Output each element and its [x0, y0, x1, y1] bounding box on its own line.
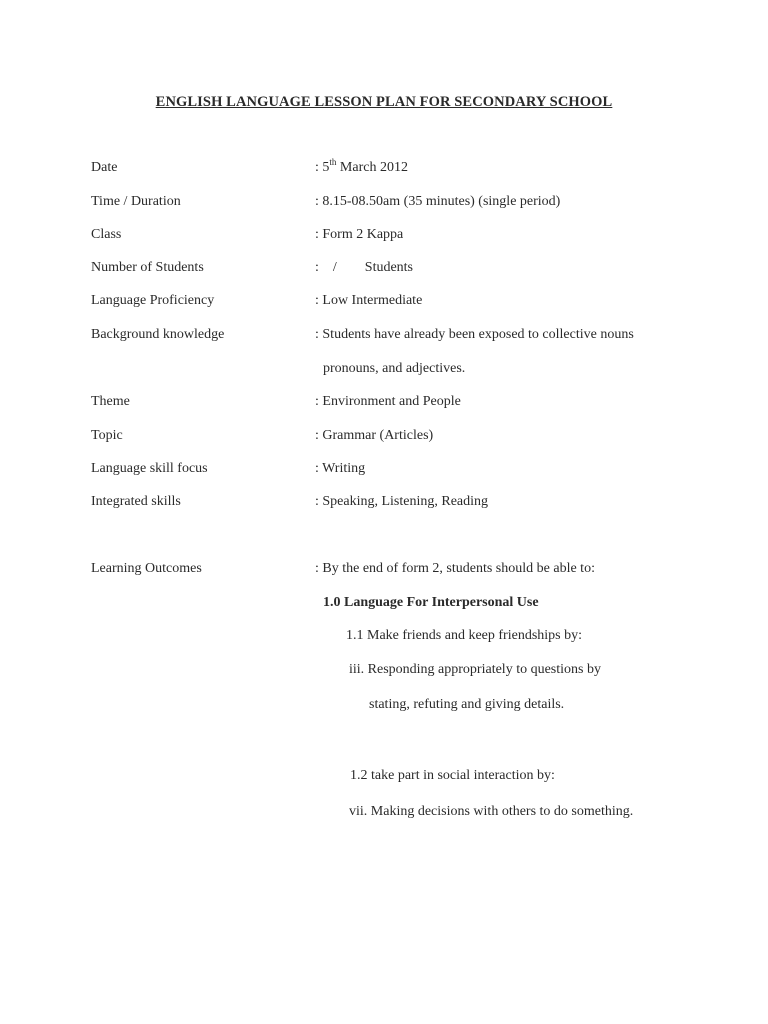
class-label: Class	[91, 227, 122, 242]
row-skill-focus	[0, 461, 768, 481]
row-learning-outcomes	[0, 561, 768, 581]
row-proficiency	[0, 293, 768, 313]
proficiency-label: Language Proficiency	[91, 293, 215, 308]
outcome-item-vii: vii. Making decisions with others to do something.	[349, 804, 634, 819]
outcome-item-1-2: 1.2 take part in social interaction by:	[350, 768, 555, 783]
time-label: Time / Duration	[91, 194, 181, 209]
date-value-day: : 5	[315, 160, 330, 175]
learning-outcomes-value: : By the end of form 2, students should be able to:	[315, 561, 595, 576]
row-integrated-skills	[0, 494, 768, 514]
row-students	[0, 260, 768, 280]
topic-value: : Grammar (Articles)	[315, 428, 434, 443]
theme-label: Theme	[91, 394, 130, 409]
skill-focus-value: : Writing	[315, 461, 366, 476]
background-value-continued: pronouns, and adjectives.	[323, 361, 466, 376]
integrated-skills-value: : Speaking, Listening, Reading	[315, 494, 489, 509]
students-label: Number of Students	[91, 260, 204, 275]
students-value: : / Students	[315, 260, 414, 275]
date-label: Date	[91, 160, 118, 175]
outcome-item-iii-continued: stating, refuting and giving details.	[369, 697, 565, 712]
class-value: : Form 2 Kappa	[315, 227, 404, 242]
row-topic	[0, 428, 768, 448]
row-time	[0, 194, 768, 214]
outcome-item-1-1: 1.1 Make friends and keep friendships by:	[346, 628, 582, 643]
row-theme	[0, 394, 768, 414]
row-class	[0, 227, 768, 247]
date-value-suffix: th	[329, 157, 337, 167]
theme-value: : Environment and People	[315, 394, 461, 409]
date-value	[315, 157, 408, 176]
row-date	[0, 157, 768, 180]
date-value-month-year: March 2012	[336, 160, 408, 175]
skill-focus-label: Language skill focus	[91, 461, 208, 476]
proficiency-value: : Low Intermediate	[315, 293, 423, 308]
topic-label: Topic	[91, 428, 123, 443]
background-label: Background knowledge	[91, 327, 225, 342]
time-value: : 8.15-08.50am (35 minutes) (single period)	[315, 194, 561, 209]
document-title: ENGLISH LANGUAGE LESSON PLAN FOR SECONDARY SCHOOL	[155, 94, 613, 110]
row-background	[0, 327, 768, 347]
background-value: : Students have already been exposed to collective nouns	[315, 327, 634, 342]
integrated-skills-label: Integrated skills	[91, 494, 181, 509]
learning-outcomes-label: Learning Outcomes	[91, 561, 202, 576]
outcome-item-iii: iii. Responding appropriately to questions by	[349, 662, 601, 677]
outcomes-heading: 1.0 Language For Interpersonal Use	[323, 595, 539, 610]
